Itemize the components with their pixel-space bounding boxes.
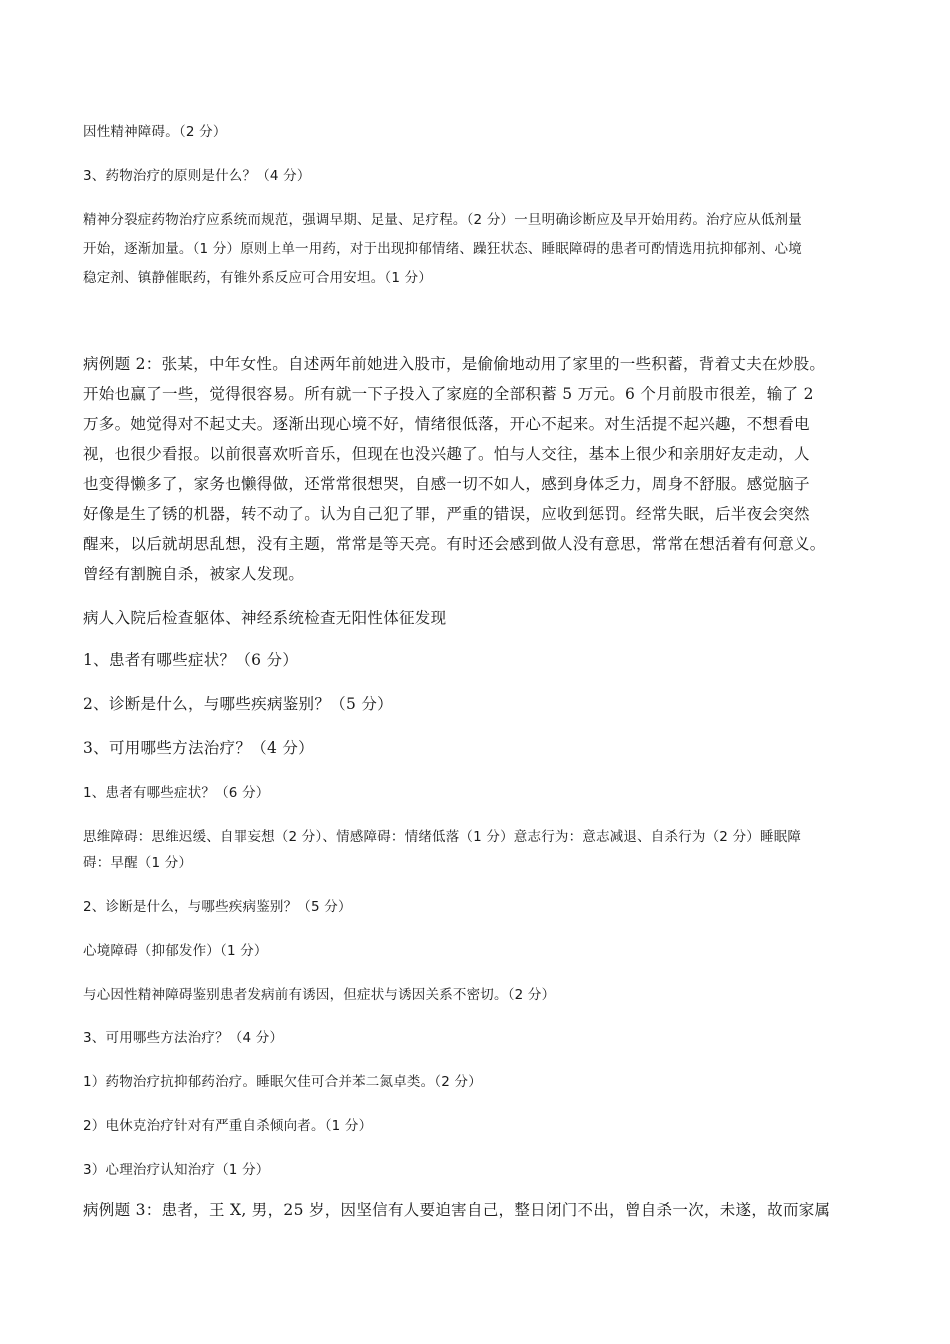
answer-heading: 3、可用哪些方法治疗？（4 分）: [83, 1030, 284, 1046]
case-text-line: 视，也很少看报。以前很喜欢听音乐，但现在也没兴趣了。怕与人交往，基本上很少和亲朋好友走动，人: [83, 445, 810, 463]
answer-heading: 2、诊断是什么，与哪些疾病鉴别？（5 分）: [83, 899, 352, 915]
answer-heading: 1、患者有哪些症状？（6 分）: [83, 785, 270, 801]
answer-text-line: 2）电休克治疗针对有严重自杀倾向者。（1 分）: [83, 1118, 373, 1134]
answer-text-line: 开始，逐渐加量。（1 分）原则上单一用药，对于出现抑郁情绪、躁狂状态、睡眠障碍的患者可酌情选用抗抑郁剂、心境: [83, 241, 802, 257]
answer-text-line: 精神分裂症药物治疗应系统而规范，强调早期、足量、足疗程。（2 分）一旦明确诊断应及早开始用药。治疗应从低剂量: [83, 212, 802, 228]
case-text-line: 也变得懒多了，家务也懒得做，还常常很想哭，自感一切不如人，感到身体乏力，周身不舒服。感觉脑子: [83, 475, 810, 493]
case-text-line: 醒来，以后就胡思乱想，没有主题，常常是等天亮。有时还会感到做人没有意思，常常在想活着有何意义。: [83, 535, 826, 553]
answer-text-line: 心境障碍（抑郁发作）（1 分）: [83, 943, 268, 959]
case-text-line: 开始也赢了一些，觉得很容易。所有就一下子投入了家庭的全部积蓄 5 万元。6 个月前股市很差，输了 2: [83, 385, 814, 403]
case-text-line: 万多。她觉得对不起丈夫。逐渐出现心境不好，情绪很低落，开心不起来。对生活提不起兴趣，不想看电: [83, 415, 810, 433]
case-text-line: 曾经有割腕自杀，被家人发现。: [83, 565, 305, 583]
case-text-line: 好像是生了锈的机器，转不动了。认为自己犯了罪，严重的错误，应收到惩罚。经常失眠，后半夜会突然: [83, 505, 810, 523]
answer-text-line: 碍：早醒（1 分）: [83, 855, 193, 871]
question-heading: 3、药物治疗的原则是什么？（4 分）: [83, 168, 311, 184]
answer-text-line: 思维障碍：思维迟缓、自罪妄想（2 分）、情感障碍：情绪低落（1 分）意志行为：意志减退、自杀行为（2 分）睡眠障: [83, 829, 802, 845]
answer-text-line: 1）药物治疗抗抑郁药治疗。睡眠欠佳可合并苯二氮卓类。（2 分）: [83, 1074, 482, 1090]
question-item: 3、可用哪些方法治疗？（4 分）: [83, 739, 314, 757]
case-text-line: 病例题 3：患者，王 X, 男，25 岁，因坚信有人要迫害自己，整日闭门不出，曾自杀一次，未遂，故而家属: [83, 1201, 831, 1219]
answer-text-line: 3）心理治疗认知治疗（1 分）: [83, 1162, 270, 1178]
question-item: 2、诊断是什么，与哪些疾病鉴别？（5 分）: [83, 695, 393, 713]
case-text-line: 病例题 2：张某，中年女性。自述两年前她进入股市，是偷偷地动用了家里的一些积蓄，背着丈夫在炒股。: [83, 355, 826, 373]
question-item: 1、患者有哪些症状？（6 分）: [83, 651, 299, 669]
answer-text-line: 稳定剂、镇静催眠药，有锥外系反应可合用安坦。（1 分）: [83, 270, 433, 286]
exam-note: 病人入院后检查躯体、神经系统检查无阳性体征发现: [83, 609, 447, 627]
answer-text-line: 因性精神障碍。（2 分）: [83, 124, 227, 140]
answer-text-line: 与心因性精神障碍鉴别患者发病前有诱因，但症状与诱因关系不密切。（2 分）: [83, 987, 556, 1003]
